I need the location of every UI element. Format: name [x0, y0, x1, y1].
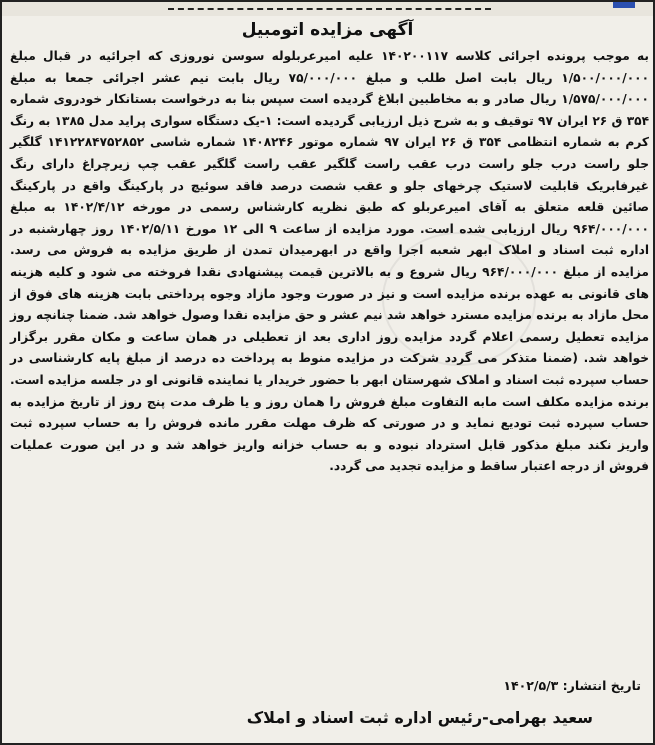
- signature-line: سعید بهرامی-رئیس اداره ثبت اسناد و املاک: [246, 708, 593, 727]
- notice-body-text: به موجب پرونده اجرائی کلاسه ۱۴۰۲۰۰۱۱۷ علیه امیرعربلوله سوسن نوروزی که اجرائیه در قبال مبلغ ۱/۵۰۰/۰۰۰/۰۰۰ ریال بابت اصل طلب و مبلغ ۷۵/۰۰۰/۰۰۰ ریال بابت نیم عشر اجرائی جمعا به مبلغ ۱/۵۷۵/۰۰۰/۰۰۰ ریال صادر و به مخاطبین ابلاغ گردیده است سپس بنا به درخواست بستانکار خودروی شماره ۳۵۴ ق ۲۶ ایران ۹۷ توقیف و به شرح ذیل ارزیابی گردیده است: ۱-یک دستگاه سواری پراید مدل ۱۳۸۵ به رنگ کرم به شماره انتظامی ۳۵۴ ق ۲۶ ایران ۹۷ شماره موتور ۱۴۰۸۲۴۶ شماره شاسی ۱۴۱۲۲۸۴۷۵۲۸۵۲ گلگیر جلو راست درب جلو راست درب عقب راست گلگیر عقب راست گلگیر عقب چپ زیرچراغ دارای رنگ غیرفابریک قابلیت لاستیک چرخهای جلو و عقب شصت درصد فاقد سوئیچ در پارکینگ واقع در پارکینگ صائین قلعه متعلق به آقای امیرعربلو که طبق نظریه کارشناس رسمی در مورخه ۱۴۰۲/۴/۱۲ به مبلغ ۹۶۴/۰۰۰/۰۰۰ ریال ارزیابی شده است. مورد مزایده از ساعت ۹ الی ۱۲ مورخ ۱۴۰۲/۵/۱۱ روز چهارشنبه در اداره ثبت اسناد و املاک ابهر شعبه اجرا واقع در ابهرمیدان تمدن از طریق مزایده به فروش می رسد. مزایده از مبلغ ۹۶۴/۰۰۰/۰۰۰ ریال شروع و به بالاترین قیمت پیشنهادی نقدا فروخته می شود و کلیه هزینه های قانونی به عهده برنده مزایده است و نیز در صورت وجود مازاد وجوه پرداختی بابت هزینه های فوق از محل مازاد به برنده مزایده مسترد خواهد شد نیم عشر و حق مزایده نقدا وصول خواهد شد. ضمنا چنانچه روز مزایده تعطیل رسمی اعلام گردد مزایده روز اداری بعد از تعطیلی در همان ساعت و مکان مقرر برگزار خواهد شد. (ضمنا متذکر می گردد شرکت در مزایده منوط به پرداخت ده درصد از مبلغ پایه کارشناسی در حساب سپرده ثبت اسناد و املاک شهرستان ابهر با حضور خریدار یا نماینده قانونی او در جلسه مزایده است. برنده مزایده مکلف است مابه التفاوت مبلغ فروش را همان روز و یا ظرف مدت پنج روز از تاریخ مزایده به حساب سپرده ثبت تودیع نماید و در صورتی که ظرف مهلت مقرر مانده فروش را به حساب سپرده ثبت واریز نکند مبلغ مذکور قابل استرداد نبوده و به حساب خزانه واریز خواهد شد و در این صورت عملیات فروش از درجه اعتبار ساقط و مزایده تجدید می گردد.: [10, 49, 650, 474]
- blue-mark: [613, 2, 635, 8]
- dashed-divider: [168, 8, 491, 10]
- notice-body: [10, 46, 649, 478]
- notice-title: آگهی مزایده اتومبیل: [241, 20, 414, 40]
- publication-date: تاریخ انتشار: ۱۴۰۲/۵/۳: [503, 678, 641, 693]
